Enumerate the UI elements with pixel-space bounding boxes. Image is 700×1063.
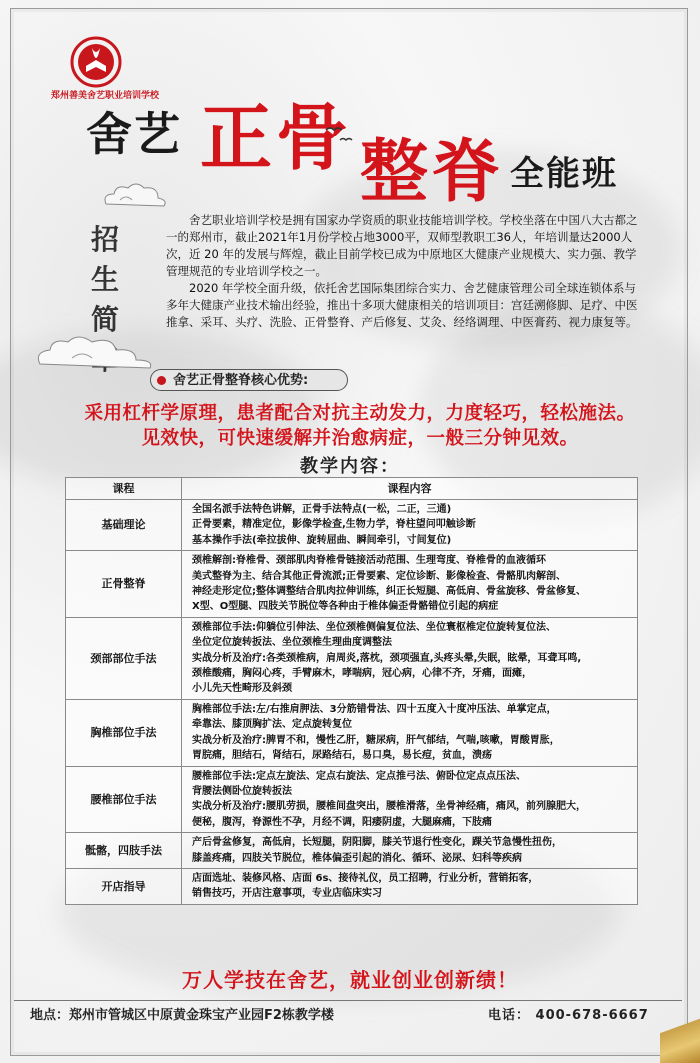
auspicious-cloud-icon	[100, 180, 170, 212]
content-line: 颈椎酸痛，胸闷心疼，手臂麻木，哮喘病，冠心病，心律不齐，牙痛，面瘫，	[192, 668, 532, 680]
course-name: 腰椎部位手法	[66, 766, 182, 833]
title-brand: 舍艺	[86, 107, 182, 161]
content-line: 实战分析及治疗:各类颈椎病，肩周炎,落枕，颈项强直,头疼头晕,失眠，眩晕，耳聋耳鸣,	[192, 652, 582, 664]
course-name: 胸椎部位手法	[66, 699, 182, 766]
course-content	[182, 551, 638, 618]
table-row	[66, 833, 638, 869]
table-row	[66, 500, 638, 551]
table-row	[66, 699, 638, 766]
content-line: 产后骨盆修复，高低肩，长短腿，阴阳脚，膝关节退行性变化，踝关节急慢性扭伤，	[192, 837, 562, 849]
course-content	[182, 500, 638, 551]
birds-icon	[322, 116, 362, 146]
course-name: 骶髂，四肢手法	[66, 833, 182, 869]
course-name: 基础理论	[66, 500, 182, 551]
content-line: 基本操作手法(牵拉拔伸、旋转屈曲、瞬间牵引，寸间复位)	[192, 534, 452, 546]
bullet-dot-icon	[157, 376, 166, 385]
enrollment-char: 简	[90, 303, 119, 336]
enrollment-char: 生	[90, 263, 119, 296]
content-line: 背腰法侧卧位旋转扳法	[192, 785, 292, 797]
phone-text: 电话： 400-678-6667	[488, 1008, 649, 1023]
advantage-tag	[150, 369, 348, 391]
content-line: 膝盖疼痛，四肢关节脱位，椎体偏歪引起的消化、循环、泌尿、妇科等疾病	[192, 852, 522, 864]
slogan: 万人学技在舍艺，就业创业创新绩！	[182, 968, 518, 992]
intro-paragraph: 舍艺职业培训学校是拥有国家办学资质的职业技能培训学校。学校坐落在中国八大古都之一的郑州市，截止2021年1月份学校占地3000平，双师型教职工36人，年培训量达2000人次，近 20 年的发展与辉煌，截止目前学校已成为中原地区大健康产业规模大、实力强、教学管理规范的专业培训学校之一。	[166, 213, 638, 278]
school-intro	[166, 212, 646, 331]
advantage-tag-text: 舍艺正骨整脊核心优势:	[173, 373, 309, 388]
intro-paragraph: 2020 年学校全面升级，依托舍艺国际集团综合实力、舍艺健康管理公司全球连锁体系与多年大健康产业技术输出经验，推出十多项大健康相关的培训项目：宫廷溯修脚、足疗、中医推拿、采耳、头疗、洗脸、正骨整脊、产后修复、艾灸、经络调理、中医膏药、视力康复等。	[166, 281, 638, 329]
content-line: X型、O型腿、四肢关节脱位等各种由于椎体偏歪骨骼错位引起的病症	[192, 601, 499, 613]
course-name: 开店指导	[66, 868, 182, 904]
title-bone-setting: 正骨	[200, 96, 353, 180]
table-header-row	[66, 478, 638, 500]
table-row	[66, 868, 638, 904]
content-line: 胸椎部位手法:左/右推肩胛法、3分筋错骨法、四十五度入十度冲压法、单掌定点，	[192, 703, 557, 715]
advantage-line: 采用杠杆学原理，患者配合对抗主动发力，力度轻巧，轻松施法。	[84, 403, 636, 424]
content-line: 店面选址、装修风格、店面 6s、接待礼仪，员工招聘，行业分析，营销拓客，	[192, 872, 539, 884]
teaching-content-title: 教学内容：	[300, 456, 400, 477]
table-row	[66, 617, 638, 699]
content-line: 美式整脊为主、结合其他正骨流派;正骨要素、定位诊断、影像检查、骨骼肌肉解剖、	[192, 570, 566, 582]
title-all-round-class: 全能班	[510, 154, 618, 194]
table-row	[66, 766, 638, 833]
content-line: 腰椎部位手法:定点左旋法、定点右旋法、定点推弓法、俯卧位定点点压法、	[192, 770, 526, 782]
address-text: 地点：郑州市管城区中原黄金珠宝产业园F2栋教学楼	[30, 1008, 334, 1023]
course-name: 颈部部位手法	[66, 617, 182, 699]
content-line: 颈椎解剖:脊椎骨、颈部肌肉脊椎骨链接活动范围、生理弯度、脊椎骨的血液循环	[192, 555, 546, 567]
course-name: 正骨整脊	[66, 551, 182, 618]
content-line: 小儿先天性畸形及斜颈	[192, 683, 292, 695]
content-line: 正骨要素，精准定位，影像学检查,生物力学，脊柱望问叩触诊断	[192, 519, 476, 531]
school-logo-icon	[70, 36, 122, 88]
content-line: 坐位定位旋转扳法、坐位颈椎生理曲度调整法	[192, 637, 392, 649]
content-line: 便秘，腹泻，脊源性不孕，月经不调，阳痿阴虚，大腿麻痛，下肢痛	[192, 816, 492, 828]
course-content	[182, 617, 638, 699]
column-header: 课程内容	[182, 478, 638, 500]
advantage-line: 见效快，可快速缓解并治愈病症，一般三分钟见效。	[141, 428, 579, 449]
content-line: 神经走形定位;整体调整结合肌肉拉伸训练，纠正长短腿、高低肩、骨盆旋移、骨盆修复、	[192, 586, 586, 598]
content-line: 牵靠法、膝顶胸扩法、定点旋转复位	[192, 719, 352, 731]
content-line: 胃脘痛，胆结石，肾结石，尿路结石，易口臭，易长痘，贫血，溃疡	[192, 750, 492, 762]
school-name: 郑州善美舍艺职业培训学校	[50, 91, 159, 101]
content-line: 实战分析及治疗:脾胃不和，慢性乙肝，糖尿病，肝气郁结，气喘,咳嗽，胃酸胃胀，	[192, 734, 560, 746]
content-line: 全国名派手法特色讲解，正骨手法特点(一松，二正，三通)	[192, 504, 452, 515]
course-content	[182, 766, 638, 833]
course-table	[65, 477, 638, 905]
gold-corner-decoration	[660, 1003, 700, 1063]
course-content	[182, 699, 638, 766]
content-line: 实战分析及治疗:腰肌劳损，腰椎间盘突出，腰椎滑落，坐骨神经痛，痛风，前列腺肥大，	[192, 801, 586, 813]
table-row	[66, 551, 638, 618]
column-header: 课程	[66, 478, 182, 500]
course-content	[182, 833, 638, 869]
title-spine: 整脊	[360, 133, 505, 212]
enrollment-char: 招	[90, 223, 119, 256]
course-content	[182, 868, 638, 904]
content-line: 销售技巧，开店注意事项，专业店临床实习	[192, 888, 382, 900]
content-line: 颈椎部位手法:仰躺位引伸法、坐位颈椎侧偏复位法、坐位寰枢椎定位旋转复位法、	[192, 621, 556, 633]
auspicious-cloud-icon	[32, 330, 162, 374]
